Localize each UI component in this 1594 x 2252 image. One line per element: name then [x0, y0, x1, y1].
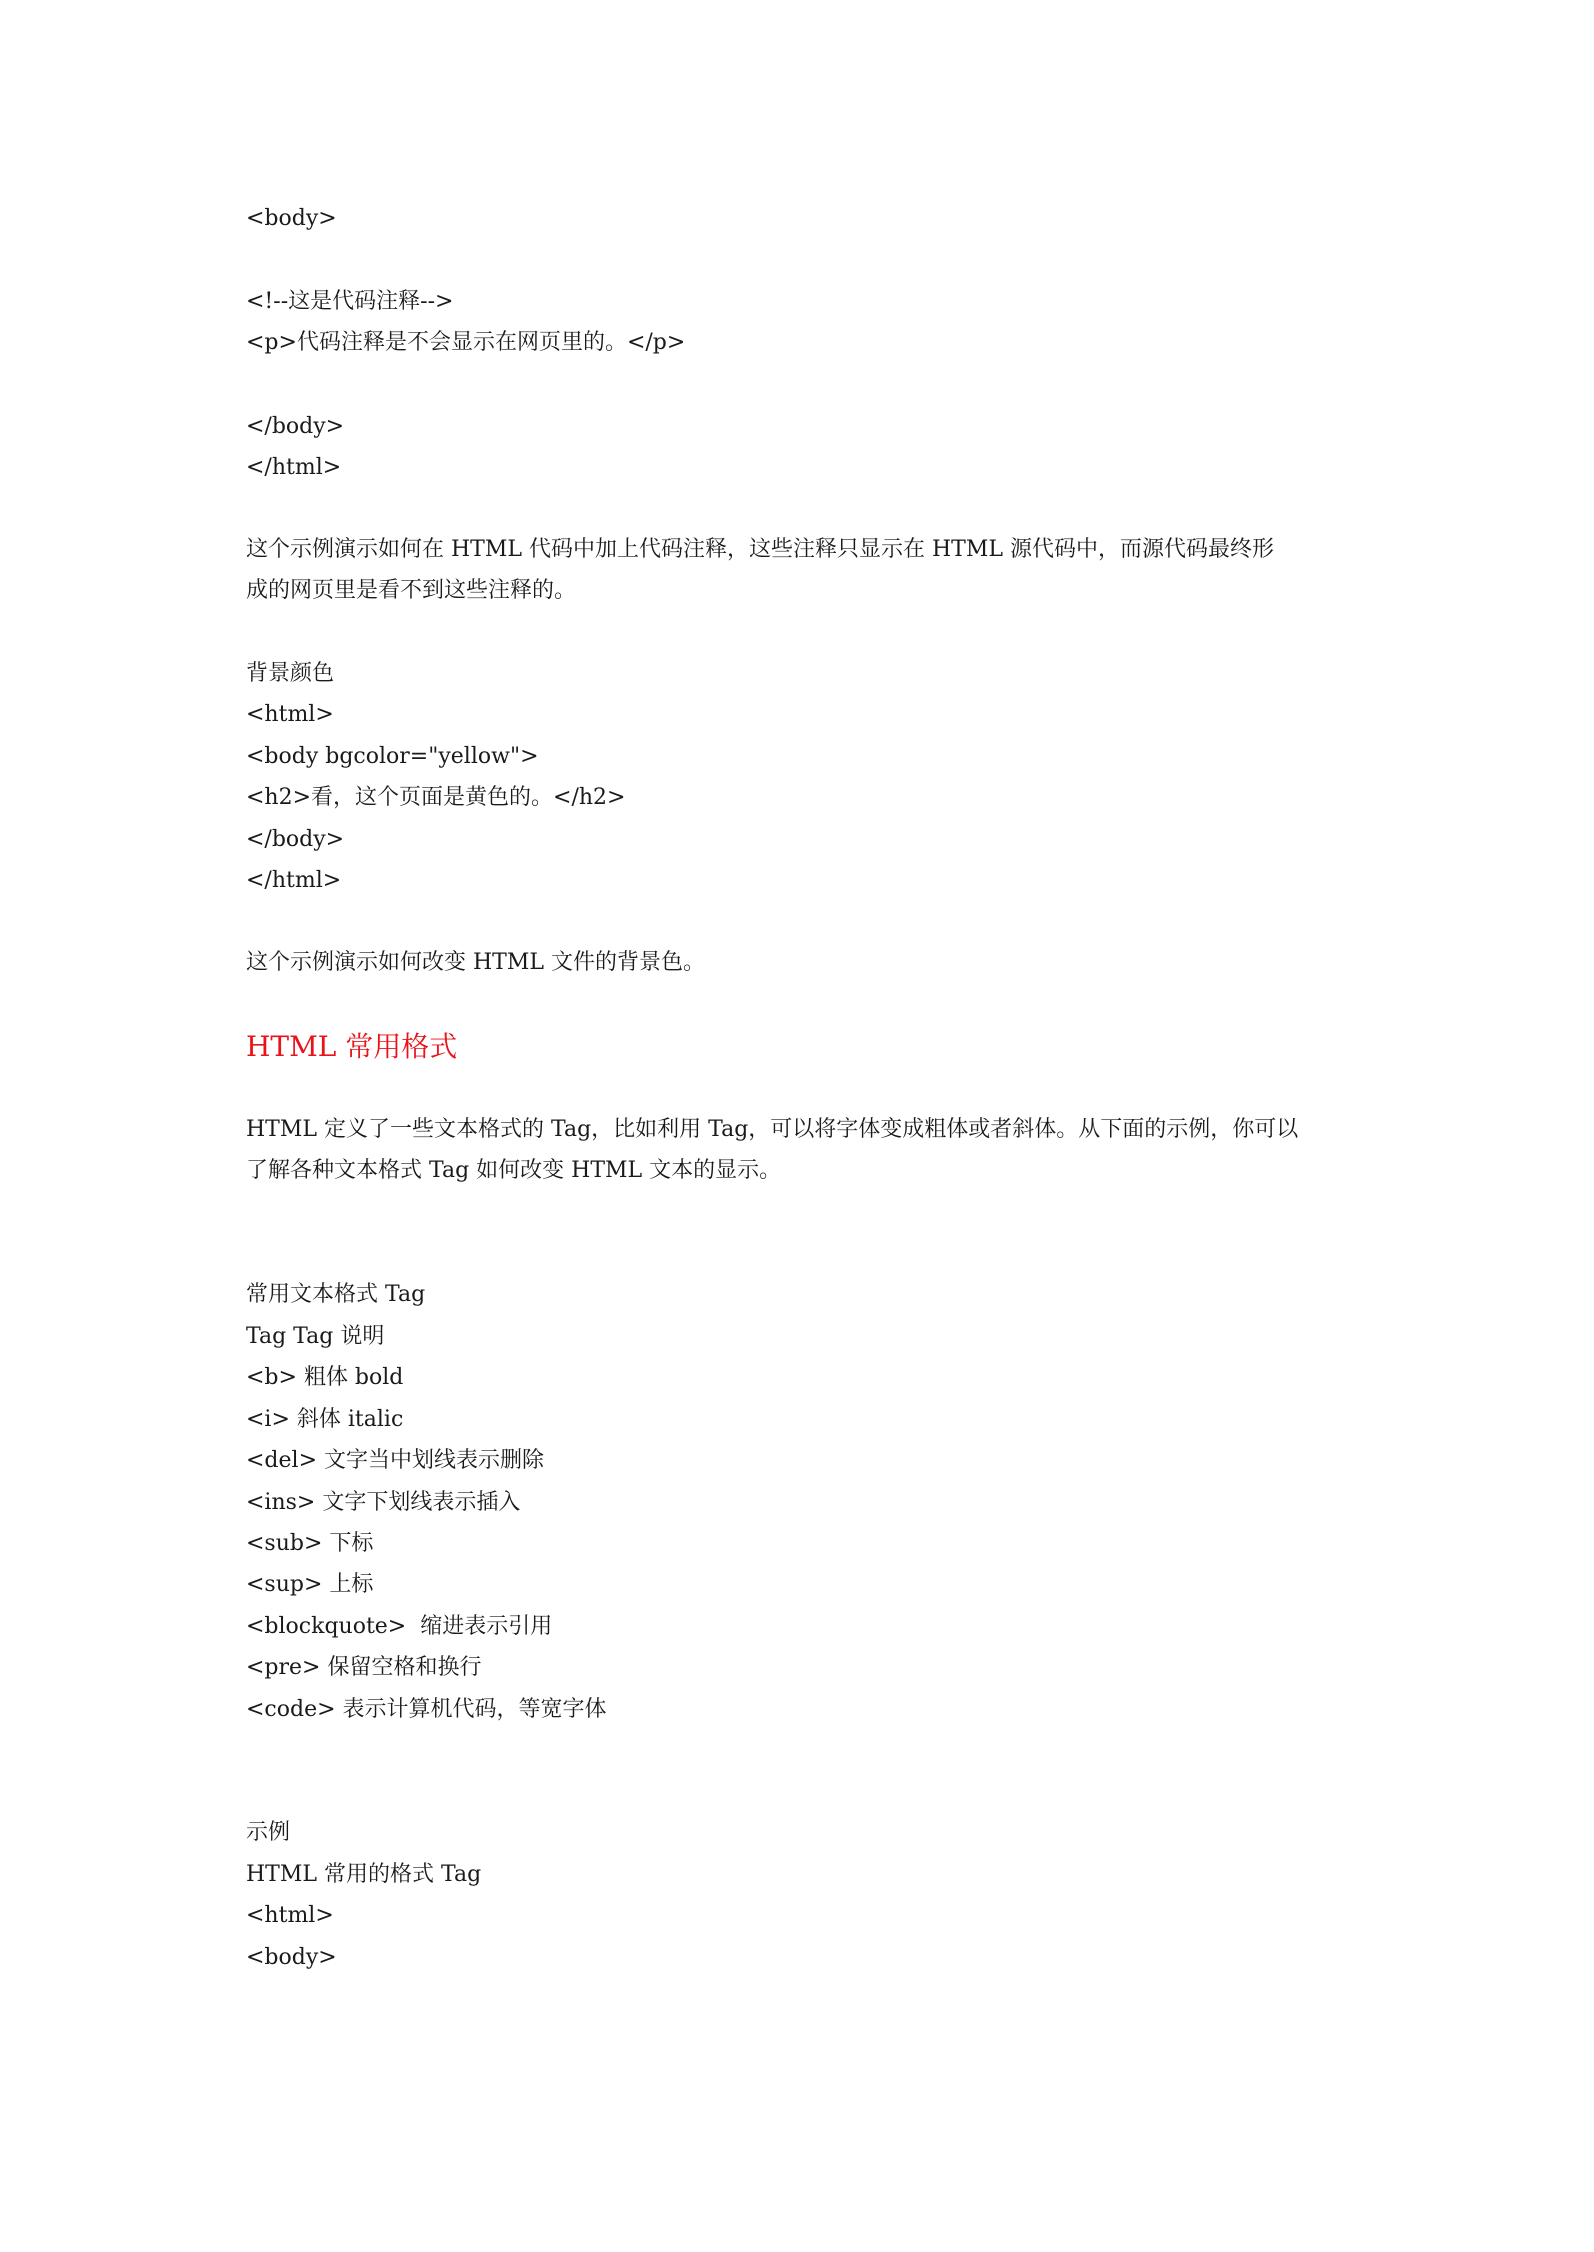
table-row: <sup> 上标	[246, 1572, 374, 1597]
paragraph-line: 这个示例演示如何在 HTML 代码中加上代码注释，这些注释只显示在 HTML 源代码中，而源代码最终形	[246, 537, 1274, 562]
code-line: <body>	[246, 1945, 337, 1970]
paragraph-line: 这个示例演示如何改变 HTML 文件的背景色。	[246, 950, 705, 975]
code-line: <html>	[246, 1903, 334, 1928]
table-header: Tag Tag 说明	[246, 1324, 385, 1349]
code-line: <h2>看，这个页面是黄色的。</h2>	[246, 785, 626, 810]
table-row: <pre> 保留空格和换行	[246, 1655, 482, 1680]
paragraph-line: HTML 定义了一些文本格式的 Tag，比如利用 Tag，可以将字体变成粗体或者斜体。从下面的示例，你可以	[246, 1117, 1299, 1142]
example-label: 示例	[246, 1820, 291, 1845]
code-line: <p>代码注释是不会显示在网页里的。</p>	[246, 330, 686, 355]
table-row: <b> 粗体 bold	[246, 1365, 404, 1390]
example-title: HTML 常用的格式 Tag	[246, 1862, 482, 1887]
code-comment-line: <!--这是代码注释-->	[246, 289, 454, 314]
paragraph-line: 成的网页里是看不到这些注释的。	[246, 578, 577, 603]
paragraph-line: 了解各种文本格式 Tag 如何改变 HTML 文本的显示。	[246, 1158, 782, 1183]
code-line: <body bgcolor="yellow">	[246, 744, 539, 769]
table-title: 常用文本格式 Tag	[246, 1282, 426, 1307]
code-line: <body>	[246, 206, 337, 231]
table-row: <blockquote> 缩进表示引用	[246, 1614, 553, 1639]
code-line: </body>	[246, 827, 345, 852]
section-label: 背景颜色	[246, 661, 335, 686]
table-row: <code> 表示计算机代码，等宽字体	[246, 1697, 607, 1722]
code-line: <html>	[246, 702, 334, 727]
code-line: </html>	[246, 455, 342, 480]
table-row: <ins> 文字下划线表示插入	[246, 1490, 521, 1515]
table-row: <del> 文字当中划线表示删除	[246, 1448, 544, 1473]
table-row: <i> 斜体 italic	[246, 1407, 404, 1432]
table-row: <sub> 下标	[246, 1531, 374, 1556]
code-line: </html>	[246, 868, 342, 893]
code-line: </body>	[246, 414, 345, 439]
section-heading: HTML 常用格式	[246, 1030, 458, 1063]
